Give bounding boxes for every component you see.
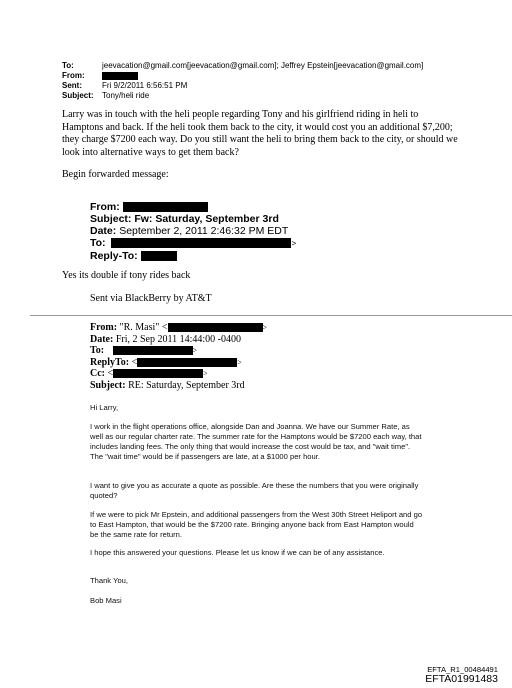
begin-forwarded-label: Begin forwarded message: (62, 169, 169, 180)
redaction-box (113, 346, 193, 355)
fwd2-from-value: "R. Masi" < (119, 322, 168, 333)
separator-line (30, 315, 512, 316)
to-value: jeevacation@gmail.com[jeevacation@gmail.com]; Jeffrey Epstein[jeevacation@gmail.com] (102, 61, 424, 70)
forward-header-2 (90, 322, 267, 391)
redaction-box (102, 72, 138, 80)
reply-text: Yes its double if tony rides back (62, 270, 191, 281)
footer-ref-1: EFTA_R1_00484491 (427, 665, 498, 674)
fwd2-to-row: To: > (90, 345, 198, 356)
forward-header-1 (90, 201, 296, 262)
body-paragraph: If we were to pick Mr Epstein, and additional passengers from the West 30th Street Heliport and go to East Hampton, that would be the $7200 rate. Bringing anyone back from East Hampton would be the same rate for return. (90, 510, 423, 539)
sent-label: Sent: (62, 81, 82, 90)
fwd2-replyto-row: ReplyTo: < > (90, 356, 242, 368)
sent-value: Fri 9/2/2011 6:56:51 PM (102, 81, 188, 90)
fwd2-from-label: From: (90, 322, 118, 333)
to-label: To: (62, 61, 74, 70)
fwd2-date-row (90, 334, 267, 346)
fwd1-date-value: September 2, 2011 2:46:32 PM EDT (119, 225, 289, 237)
fwd1-replyto-label: Reply-To: (90, 250, 138, 262)
fwd2-replyto-label: ReplyTo: (90, 356, 130, 368)
closing: Thank You, (90, 576, 129, 585)
from-label: From: (62, 71, 85, 80)
fwd1-replyto-row (90, 250, 296, 262)
sender-name: Bob Masi (90, 596, 122, 605)
redaction-box (113, 369, 203, 378)
fwd1-subject-label: Subject: (90, 213, 132, 225)
fwd2-subject-value: RE: Saturday, September 3rd (128, 379, 245, 391)
fwd2-from-row: From: "R. Masi" < > (90, 322, 268, 333)
fwd1-from-row (90, 201, 296, 213)
fwd2-cc-value: < (107, 368, 114, 379)
redaction-box (168, 323, 263, 332)
fwd2-cc-label: Cc: (90, 368, 105, 379)
header-from-row (62, 71, 423, 81)
greeting: Hi Larry, (90, 403, 119, 412)
fwd1-to-label: To: (90, 237, 106, 249)
fwd1-to-row: To: > (90, 237, 297, 249)
subject-label: Subject: (62, 91, 94, 100)
fwd1-subject-value: Fw: Saturday, September 3rd (134, 213, 279, 225)
body-paragraph: I work in the flight operations office, alongside Dan and Joanna. We have our Summer Rate, as well as our regular charter rate. The summer rate for the Hamptons would be $7200 each way, that includes landing fees. The only thing that would increase the cost would be tax, and "wait time". The "wait time" would be if passengers are late, at a $1000 per hour. (90, 422, 422, 461)
fwd1-subject-row (90, 213, 296, 225)
fwd2-replyto-value: < (131, 356, 138, 368)
redaction-box (123, 202, 208, 212)
header-subject-row (62, 91, 423, 101)
fwd2-subject-row (90, 380, 267, 392)
body-paragraph: I hope this answered your questions. Please let us know if we can be of any assistance. (90, 548, 385, 557)
fwd2-to-label: To: (90, 345, 105, 356)
fwd2-subject-label: Subject: (90, 379, 126, 391)
fwd2-date-value: Fri, 2 Sep 2011 14:44:00 -0400 (115, 333, 242, 345)
fwd2-date-label: Date: (90, 333, 114, 345)
fwd1-date-label: Date: (90, 225, 117, 237)
email-header (62, 61, 423, 101)
redaction-box (111, 238, 291, 248)
fwd1-date-row (90, 225, 296, 237)
body-paragraph: I want to give you as accurate a quote as possible. Are these the numbers that you were originally quoted? (90, 481, 419, 500)
redaction-box (141, 251, 177, 261)
blackberry-signature: Sent via BlackBerry by AT&T (90, 293, 212, 304)
redaction-box (137, 358, 237, 367)
fwd1-from-label: From: (90, 201, 120, 213)
header-to-row (62, 61, 423, 71)
header-sent-row (62, 81, 423, 91)
message-body: Larry was in touch with the heli people regarding Tony and his girlfriend riding in heli to Hamptons and back. If the heli took them back to the city, it would cost you an additional $7,200; they charge $7200 each way. Do you still want the heli to bring them back to the city, or should we look into alternative ways to get them back? (62, 109, 458, 158)
subject-value: Tony/heli ride (102, 91, 150, 100)
footer-ref-2: EFTA01991483 (425, 673, 498, 685)
fwd2-cc-row: Cc: < > (90, 368, 208, 379)
